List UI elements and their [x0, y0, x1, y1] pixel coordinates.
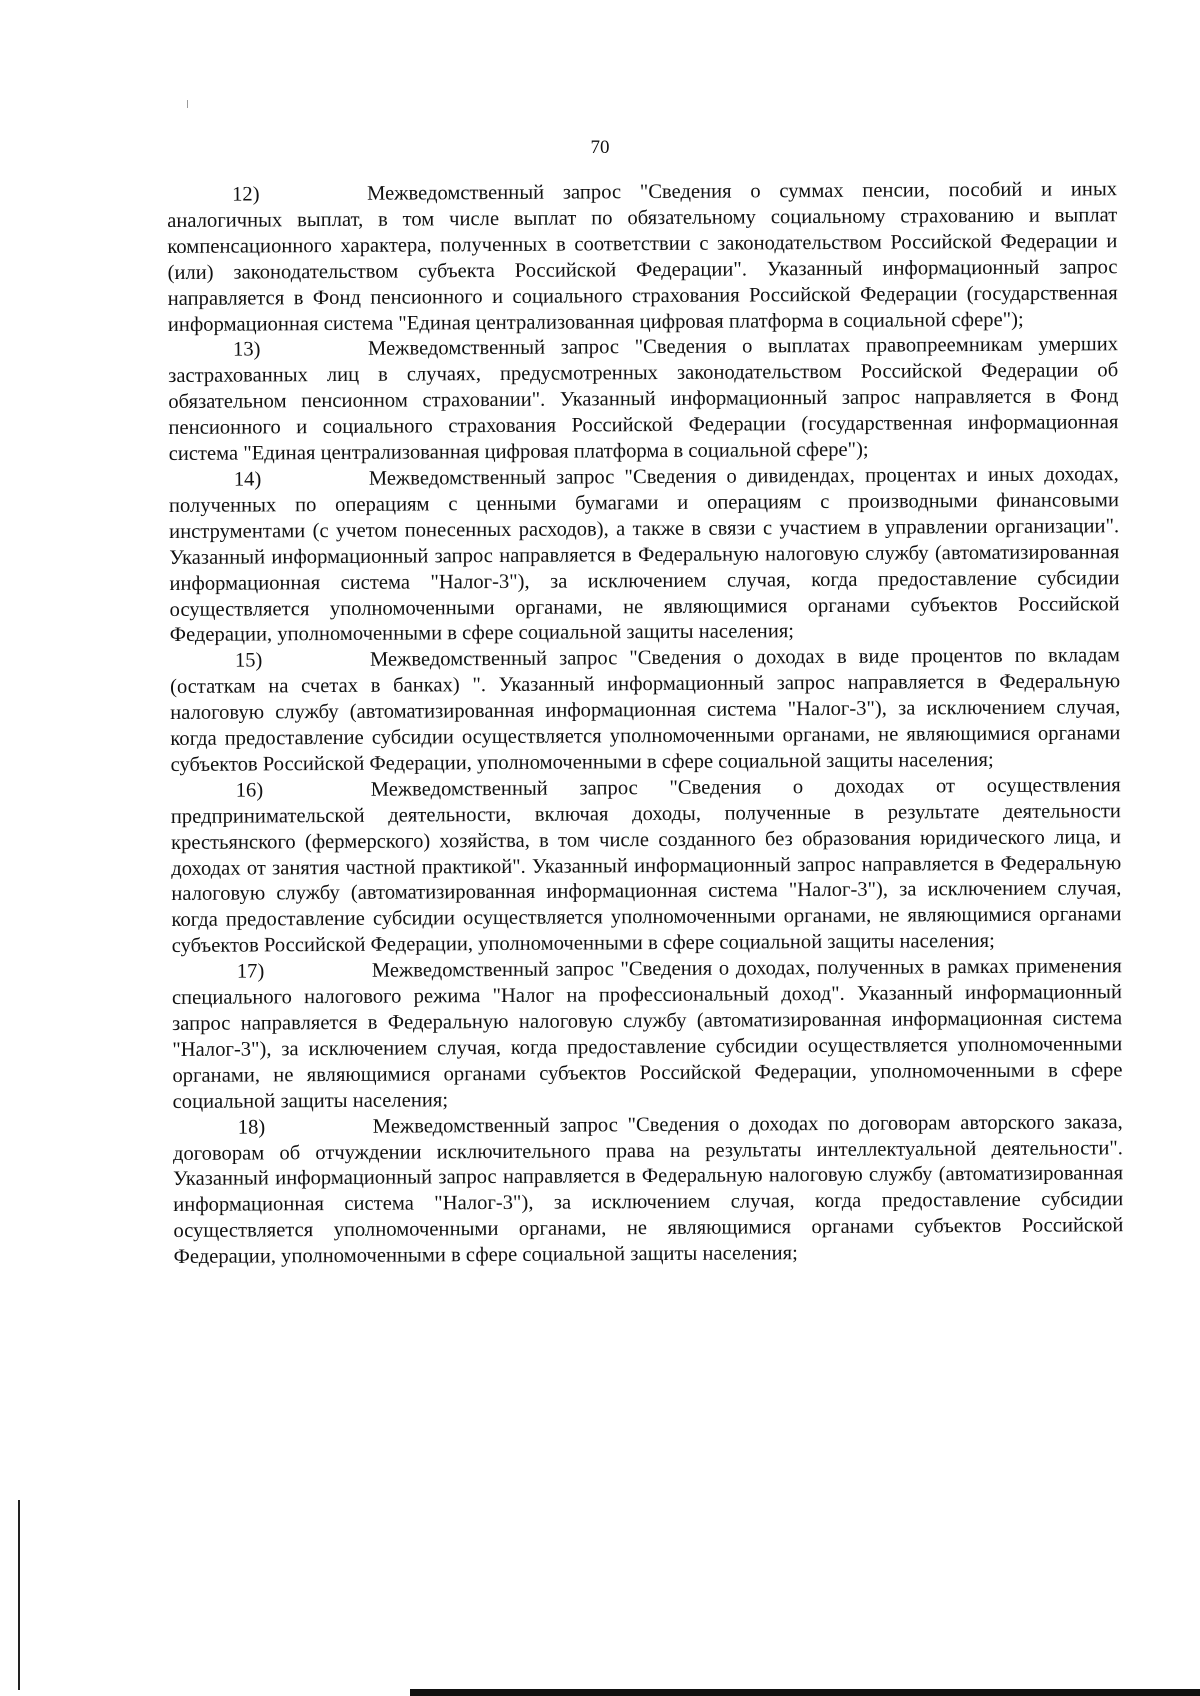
item-number: 12): [232, 183, 260, 206]
item-number: 16): [235, 779, 264, 802]
item-text: Межведомственный запрос "Сведения о доходах по договорам авторского заказа, договорам об отчуждении исключительного права на результаты интеллектуальной деятельности". Указанный информационный запрос направляется в Федеральную налоговую службу (автоматизированная информационная система "Налог-3"), за исключением случая, когда предоставление субсидии осуществляется уполномоченными органами, не являющимися органами субъектов Российской Федерации, уполномоченными в сфере социальной защиты населения;: [172, 1110, 1124, 1269]
item-text: Межведомственный запрос "Сведения о доходах в виде процентов по вкладам (остаткам на счетах в банках) ". Указанный информационный запрос направляется в Федеральную налоговую службу (автоматизированная информационная система "Налог-3"), за исключением случая, когда предоставление субсидии осуществляется уполномоченными органами, не являющимися органами субъектов Российской Федерации, уполномоченными в сфере социальной защиты населения;: [170, 644, 1121, 776]
scan-speck: [187, 100, 188, 108]
list-item: [171, 773, 1122, 960]
item-number: 17): [236, 960, 265, 983]
document-body: [167, 177, 1124, 1271]
list-item: [169, 462, 1120, 649]
item-text: Межведомственный запрос "Сведения о доходах от осуществления предпринимательской деятельности, включая доходы, полученные в результате деятельности крестьянского (фермерского) хозяйства, в том числе созданного без образования юридического лица, и доходах от занятия частной практикой". Указанный информационный запрос направляется в Федеральную налоговую службу (автоматизированная информационная система "Налог-3"), за исключением случая, когда предоставление субсидии осуществляется уполномоченными органами, не являющимися органами субъектов Российской Федерации, уполномоченными в сфере социальной защиты населения;: [170, 774, 1122, 958]
scan-edge-left: [18, 1500, 20, 1690]
list-item: [168, 333, 1119, 468]
item-text: Межведомственный запрос "Сведения о дивидендах, процентах и иных доходах, полученных по операциям с ценными бумагами и операциям с производными финансовыми инструментами (с учетом понесенных расходов), а также в связи с участием в управлении организации". Указанный информационный запрос направляется в Федеральную налоговую службу (автоматизированная информационная система "Налог-3"), за исключением случая, когда предоставление субсидии осуществляется уполномоченными органами, не являющимися органами субъектов Российской Федерации, уполномоченными в сфере социальной защиты населения;: [168, 463, 1120, 647]
scan-edge-bottom: [410, 1689, 1200, 1696]
item-number: 14): [233, 468, 262, 491]
item-number: 13): [232, 338, 261, 362]
list-item: [172, 954, 1123, 1115]
list-item: [173, 1110, 1124, 1271]
item-text: Межведомственный запрос "Сведения о суммах пенсии, пособий и иных аналогичных выплат, в том числе выплат по обязательному социальному страхованию и выплат компенсационного характера, полученных в соответствии с законодательством Российской Федерации и (или) законодательством субъекта Российской Федерации". Указанный информационный запрос направляется в Фонд пенсионного и социального страхования Российской Федерации (государственная информационная система "Единая централизованная цифровая платформа в социальной сфере");: [167, 178, 1118, 336]
item-number: 18): [237, 1116, 266, 1139]
page-number: 70: [590, 137, 610, 158]
list-item: [167, 177, 1118, 338]
item-number: 15): [234, 649, 263, 672]
item-text: Межведомственный запрос "Сведения о выплатах правопреемникам умерших застрахованных лиц в случаях, предусмотренных законодательством Российской Федерации об обязательном пенсионном страховании". Указанный информационный запрос направляется в Фонд пенсионного и социального страхования Российской Федерации (государственная информационная система "Единая централизованная цифровая платформа в социальной сфере");: [168, 333, 1119, 466]
list-item: [170, 644, 1121, 779]
item-text: Межведомственный запрос "Сведения о доходах, полученных в рамках применения специального налогового режима "Налог на профессиональный доход". Указанный информационный запрос направляется в Федеральную налоговую службу (автоматизированная информационная система "Налог-3"), за исключением случая, когда предоставление субсидии осуществляется уполномоченными органами, не являющимися органами субъектов Российской Федерации, уполномоченными в сфере социальной защиты населения;: [171, 955, 1123, 1113]
